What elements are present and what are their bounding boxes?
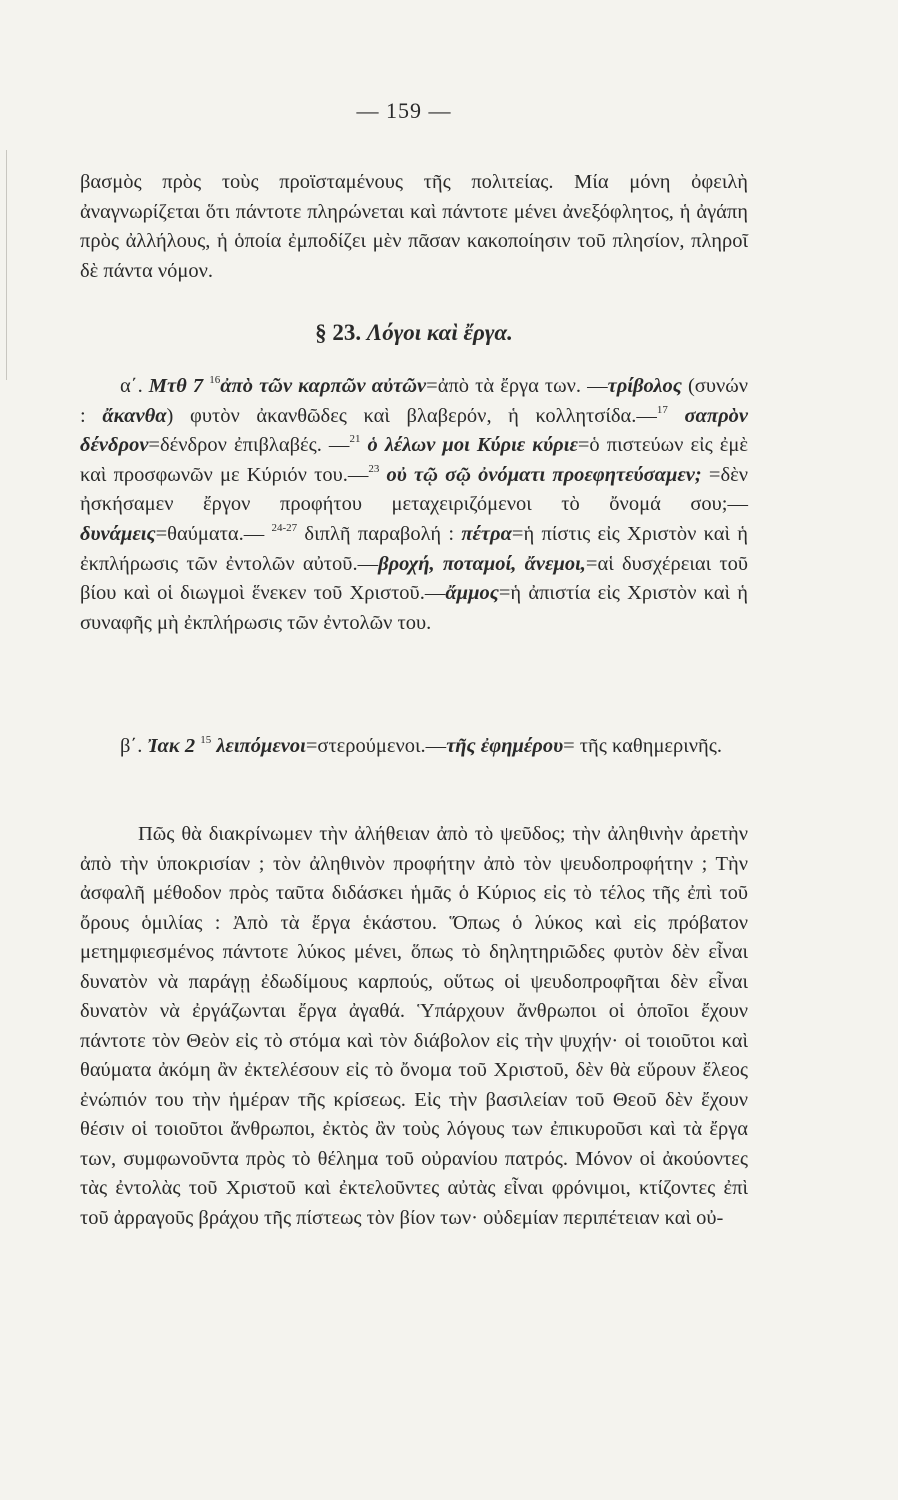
notes-b-text: [80, 732, 748, 762]
section-title: Λόγοι καὶ ἔργα.: [366, 320, 513, 345]
notes-a-reference: Μτθ 7: [148, 375, 204, 397]
term-apo-ton-karpon: ἀπὸ τῶν καρπῶν αὐτῶν: [220, 375, 427, 397]
notes-b: [80, 732, 748, 762]
section-heading: [0, 320, 828, 346]
main-paragraph-text: Πῶς θὰ διακρίνωμεν τὴν ἀλήθειαν ἀπὸ τὸ ψεῦδος; τὴν ἀληθινὴν ἀρετὴν ἀπὸ τὴν ὑποκρισίαν ; τὸν ἀληθινὸν προφήτην ἀπὸ τὸν ψευδοπροφήτην ; Τὴν ἀσφαλῆ μέθοδον πρὸς ταῦτα διδάσκει ἡμᾶς ὁ Κύριος εἰς τὸ τέλος τῆς ἐπὶ τοῦ ὄρους ὁμιλίας : Ἀπὸ τὰ ἔργα ἑκάστου. Ὅπως ὁ λύκος καὶ εἰς πρόβατον μετημφιεσμένος πάντοτε λύκος μένει, ὅπως τὸ δηλητηριῶδες φυτὸν δὲν εἶναι δυνατὸν νὰ παράγῃ ἐδωδίμους καρπούς, οὕτως οἱ ψευδοπροφῆται δὲν εἶναι δυνατὸν νὰ ἐργάζωνται ἔργα ἀγαθά. Ὑπάρχουν ἄνθρωποι οἱ ὁποῖοι ἔχουν πάντοτε τὸν Θεὸν εἰς τὸ στόμα καὶ τὸν διάβολον εἰς τὴν ψυχήν· οἱ τοιοῦτοι καὶ θαύματα ἀκόμη ἂν ἐκτελέσουν εἰς τὸ ὄνομα τοῦ Χριστοῦ, δὲν θὰ εὕρουν ἔλεος ἐνώπιόν του τὴν ἡμέραν τῆς κρίσεως. Εἰς τὴν βασιλείαν τοῦ Θεοῦ δὲν ἔχουν θέσιν οἱ τοιοῦτοι ἄνθρωποι, ἐκτὸς ἂν τοὺς λόγους των ἐπικυροῦσι καὶ τὰ ἔργα των, συμφωνοῦντα πρὸς τὸ θέλημα τοῦ οὐρανίου πατρός. Μόνον οἱ ἀκούοντες τὰς ἐντολὰς τοῦ Χριστοῦ καὶ ἐκτελοῦντες αὐτὰς εἶναι φρόνιμοι, κτίζοντες ἐπὶ τοῦ ἀρραγοῦς βράχου τῆς πίστεως τὸν βίον των· οὐδεμίαν περιπέτειαν καὶ οὐ-: [80, 823, 748, 1229]
gloss-1: =ἀπὸ τὰ ἔργα των. —: [426, 375, 608, 397]
term-o-legon: ὁ λέλων μοι Κύριε κύριε: [360, 434, 578, 457]
term-ammos: ἄμμος: [445, 582, 499, 605]
page-number: — 159 —: [356, 98, 452, 123]
gloss-3: ) φυτὸν ἀκανθῶδες καὶ βλαβερόν, ἡ κολλητσίδα.—: [166, 404, 657, 427]
verse-17: 17: [656, 403, 668, 416]
intro-paragraph: [80, 168, 748, 286]
term-akantha: ἄκανθα: [102, 404, 167, 427]
term-tribolos: τρίβολος: [607, 375, 682, 397]
gloss-b-2: = τῆς καθημερινῆς.: [563, 735, 723, 757]
term-proefiteusamen: οὐ τῷ σῷ ὀνόματι προεφητεύσαμεν;: [379, 463, 702, 486]
intro-paragraph-text: βασμὸς πρὸς τοὺς προϊσταμένους τῆς πολιτείας. Μία μόνη ὀφειλὴ ἀναγνωρίζεται ὅτι πάντοτε πληρώνεται καὶ πάντοτε μένει ἀνεξόφλητος, ἡ ἀγάπη πρὸς ἀλλήλους, ἡ ὁποία ἐμποδίζει μὲν πᾶσαν κακοποίησιν τοῦ πλησίον, πληροῖ δὲ πάντα νόμον.: [80, 171, 748, 282]
gloss-11: =ἡ ἀπιστία εἰς Χριστὸν καὶ ἡ συναφῆς μὴ ἐκπλήρωσις τῶν ἐντολῶν του.: [80, 582, 748, 634]
verse-23: 23: [368, 462, 380, 475]
term-efimerou: τῆς ἐφημέρου: [446, 735, 564, 757]
notes-b-label: β΄.: [120, 735, 143, 757]
notes-a-label: α΄.: [120, 375, 143, 397]
gloss-9: =ἡ πίστις εἰς Χριστὸν καὶ ἡ ἐκπλήρωσις τῶν ἐντολῶν αὐτοῦ.—: [80, 522, 749, 575]
gloss-b-1: =στερούμενοι.—: [305, 735, 447, 757]
section-number: § 23.: [315, 320, 362, 345]
verse-15: 15: [200, 734, 212, 746]
verse-24-27: 24-27: [271, 521, 298, 534]
main-paragraph: [80, 820, 748, 1233]
term-dynameis: δυνάμεις: [80, 522, 156, 545]
gloss-4: =δένδρον ἐπιβλαβές. —: [148, 434, 350, 457]
gloss-7: =θαύματα.—: [155, 522, 272, 545]
gloss-5: =ὁ πιστεύων εἰς ἐμὲ καὶ προσφωνῶν με Κύριόν του.—: [80, 434, 749, 486]
notes-a-text: [80, 372, 748, 638]
gloss-2: (συνών :: [80, 375, 749, 427]
notes-b-reference: Ἰακ 2: [147, 735, 196, 757]
gloss-6: =δὲν ἠσκήσαμεν ἔργον προφήτου μεταχειριζόμενοι τὸ ὄνομά σου;—: [80, 463, 748, 516]
term-vrochi: βροχή, ποταμοί, ἄνεμοι,: [378, 552, 586, 575]
verse-21: 21: [349, 433, 361, 446]
gloss-8: διπλῆ παραβολή :: [297, 522, 462, 545]
term-leipomenoi: λειπόμενοι: [211, 735, 306, 757]
notes-a: [80, 372, 748, 638]
verse-16: 16: [209, 374, 221, 386]
term-petra: πέτρα: [461, 522, 512, 545]
gloss-10: =αἱ δυσχέρειαι τοῦ βίου καὶ οἱ διωγμοὶ ἕνεκεν τοῦ Χριστοῦ.—: [80, 552, 749, 605]
term-sapron-dendron: σαπρὸν δένδρον: [80, 404, 748, 457]
